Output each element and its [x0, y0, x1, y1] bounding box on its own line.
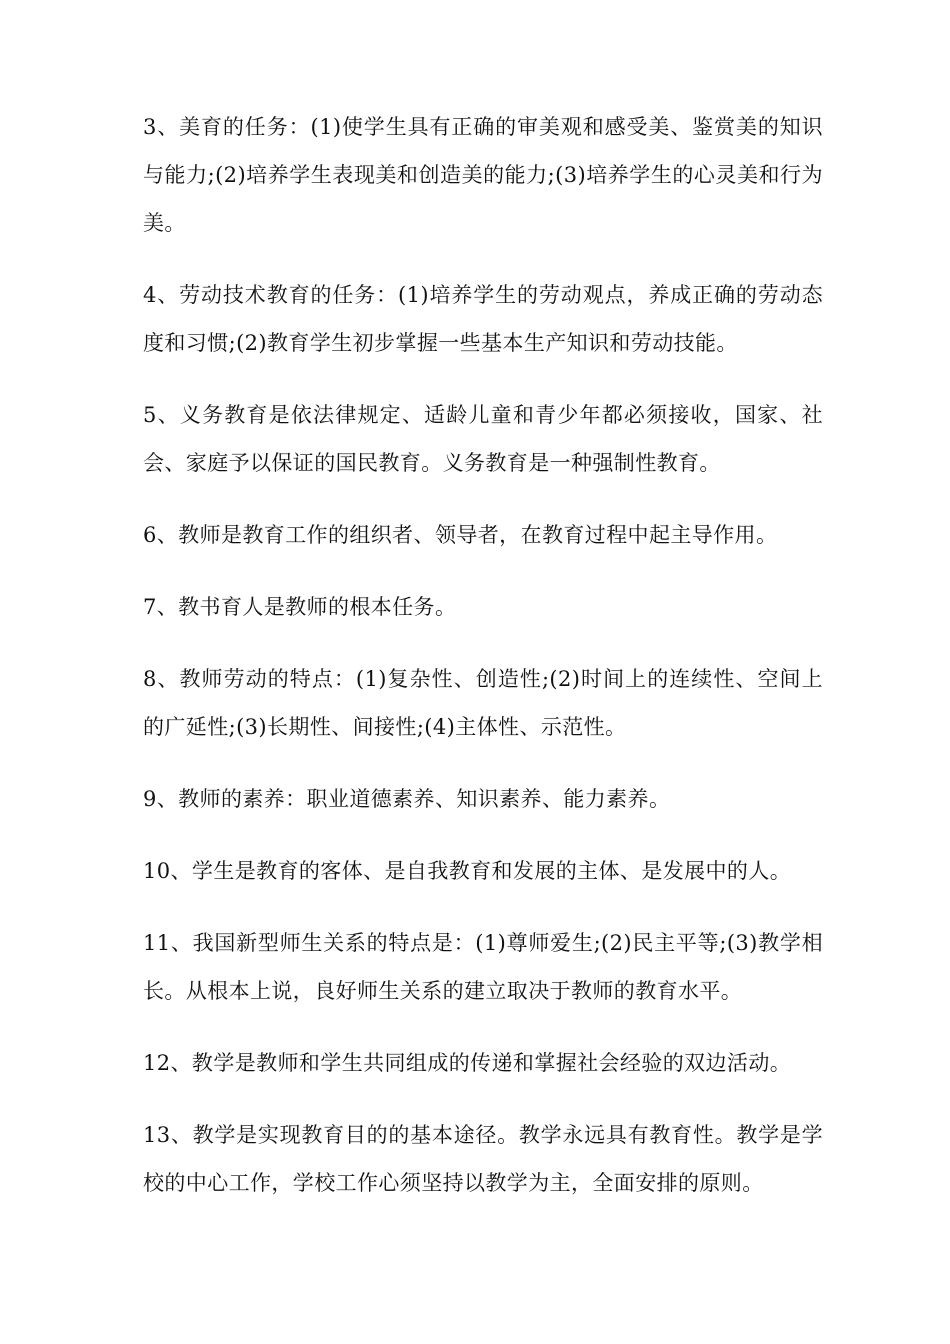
paragraph-11: 11、我国新型师生关系的特点是：(1)尊师爱生;(2)民主平等;(3)教学相长。从根本上说，良好师生关系的建立取决于教师的教育水平。: [143, 931, 823, 1003]
paragraph-12: 12、教学是教师和学生共同组成的传递和掌握社会经验的双边活动。: [143, 1051, 792, 1075]
document-body: [143, 103, 823, 1231]
paragraph-10: 10、学生是教育的客体、是自我教育和发展的主体、是发展中的人。: [143, 859, 792, 883]
paragraph-4: 4、劳动技术教育的任务：(1)培养学生的劳动观点，养成正确的劳动态度和习惯;(2)教育学生初步掌握一些基本生产知识和劳动技能。: [143, 283, 823, 355]
paragraph-3: 3、美育的任务：(1)使学生具有正确的审美观和感受美、鉴赏美的知识与能力;(2)培养学生表现美和创造美的能力;(3)培养学生的心灵美和行为美。: [143, 115, 823, 235]
paragraph-6: 6、教师是教育工作的组织者、领导者，在教育过程中起主导作用。: [143, 523, 778, 547]
paragraph-7: 7、教书育人是教师的根本任务。: [143, 595, 457, 619]
paragraph-13: 13、教学是实现教育目的的基本途径。教学永远具有教育性。教学是学校的中心工作，学校工作心须坚持以教学为主，全面安排的原则。: [143, 1123, 823, 1195]
paragraph-9: 9、教师的素养：职业道德素养、知识素养、能力素养。: [143, 787, 671, 811]
paragraph-5: 5、义务教育是依法律规定、适龄儿童和青少年都必须接收，国家、社会、家庭予以保证的国民教育。义务教育是一种强制性教育。: [143, 403, 823, 475]
paragraph-8: 8、教师劳动的特点：(1)复杂性、创造性;(2)时间上的连续性、空间上的广延性;(3)长期性、间接性;(4)主体性、示范性。: [143, 667, 823, 739]
